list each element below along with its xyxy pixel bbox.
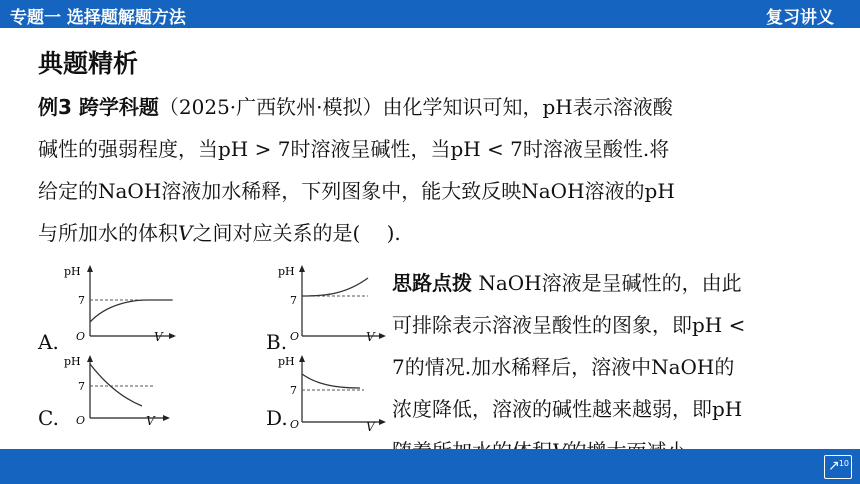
option-c-curve [90,364,142,406]
option-a-y-arrow [87,265,93,272]
page-number: 10 [838,459,849,468]
option-a-tick: 7 [78,294,85,307]
option-d-x-arrow [379,419,386,425]
option-a-letter: A. [38,330,59,354]
question-line-1 [38,86,838,128]
option-b-curve [302,278,368,296]
option-b-letter: B. [266,330,288,354]
option-b-x-arrow [379,333,386,339]
option-c-x-arrow [163,415,170,421]
option-d-y-arrow [299,355,305,362]
option-c-tick: 7 [78,380,85,393]
question-line-3: 给定的NaOH溶液加水稀释，下列图象中，能大致反映NaOH溶液的pH [38,179,675,203]
question-line-2: 碱性的强弱程度，当pH > 7时溶液呈碱性，当pH < 7时溶液呈酸性.将 [38,137,670,161]
option-d-tick: 7 [290,384,297,397]
option-b-origin: O [290,330,300,343]
option-a-curve [90,300,172,322]
option-b-x-label: V [366,330,375,344]
option-c-y-label: pH [64,355,81,368]
question-label: 例3 跨学科题 [38,95,159,119]
header-left-title: 专题一 选择题解题方法 [10,8,186,28]
hint-line-3: 7的情况.加水稀释后，溶液中NaOH的 [392,355,735,379]
hint-line-1 [392,262,852,304]
header-right-title: 复习讲义 [766,8,834,28]
option-c-origin: O [76,414,86,427]
footer-bar [0,449,860,484]
option-c-letter: C. [38,406,59,430]
option-a-x-label: V [154,330,163,344]
page-nav-button[interactable] [824,455,852,479]
option-a-origin: O [76,330,86,343]
option-b-tick: 7 [290,294,297,307]
hint-line-1-rest: NaOH溶液是呈碱性的，由此 [472,271,742,295]
option-d-y-label: pH [278,355,295,368]
question-line-1-rest: （2025·广西钦州·模拟）由化学知识可知，pH表示溶液酸 [158,95,673,119]
option-c-x-label: V [146,414,155,428]
option-a-y-label: pH [64,265,81,278]
hint-text [392,262,852,472]
option-b-y-label: pH [278,265,295,278]
question-text [38,86,838,254]
hint-line-2: 可排除表示溶液呈酸性的图象，即pH < [392,313,746,337]
question-line-4: 与所加水的体积𝑉之间对应关系的是( ). [38,221,401,245]
hint-label: 思路点拨 [392,271,472,295]
option-d-letter: D. [266,406,288,430]
option-a-x-arrow [169,333,176,339]
option-d-origin: O [290,418,300,431]
header-bar [0,0,860,28]
section-title: 典题精析 [38,49,139,78]
option-c-y-arrow [87,355,93,362]
hint-line-4: 浓度降低，溶液的碱性越来越弱，即pH [392,397,743,421]
option-b-y-arrow [299,265,305,272]
option-d-x-label: V [366,420,375,434]
arrow-icon: ↗ [828,458,840,474]
option-d-curve [302,374,360,388]
